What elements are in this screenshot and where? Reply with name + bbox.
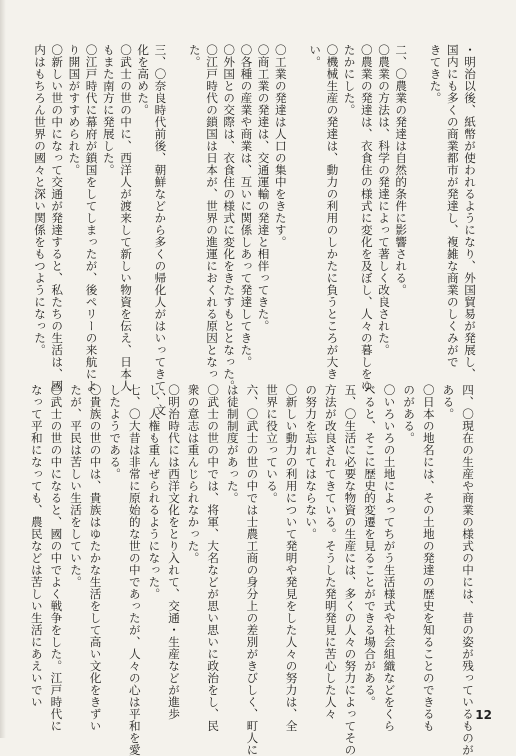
bottom-text-column: 〇新しい動力の利用について発明や発見をした人々の努力は、全 [284, 384, 299, 732]
top-text-column: ・明治以後、紙幣が使われるようになり、外国貿易が発展し、 [463, 44, 477, 380]
top-text-column: 内はもちろん世界の國々と深い関係をもつようになった。 [33, 44, 47, 356]
bottom-text-column: は徒制制度があった。 [225, 384, 240, 504]
bottom-text-column: 六、〇武士の世の中では士農工商の身分上の差別がきびしく、町人に [245, 384, 260, 756]
bottom-text-column: 〇いろいろの土地によってちがう生活様式や社会組織などをくら [382, 384, 397, 732]
bottom-text-column: 〇武士の世の中では、将軍、大名などが思い思いに政治をし、民 [206, 384, 221, 732]
bottom-text-column: のがある。 [402, 384, 417, 444]
bottom-text-column: 〇日本の地名には、その土地の発達の歴史を知ることのできるも [421, 384, 436, 732]
bottom-text-column: べると、そこに歴史的変遷を見ることができる場合がある。 [363, 384, 377, 708]
bottom-text-column: 方法が改良されてきている。そうした発明発見に苦心した人々 [323, 384, 338, 720]
bottom-text-column: ある。 [441, 384, 456, 420]
top-text-column: 〇各種の産業や商業は、互いに関係しあって発達してきた。 [239, 44, 254, 368]
top-text-column: もまた南方に発展した。 [101, 44, 116, 176]
bottom-text-column: たが、平民は苦しい生活をしていた。 [69, 384, 83, 588]
top-text-column: た。 [187, 44, 202, 68]
top-text-column: 〇外国との交際は、衣食住の様式に変化をきたすもととなった。 [222, 44, 237, 392]
top-text-column: 化を高めた。 [136, 44, 151, 116]
top-text-column: 三、〇奈良時代前後、朝鮮などから多くの帰化人がはいってきて、文 [153, 44, 168, 416]
bottom-text-column: 世界に役立っている。 [265, 384, 279, 504]
top-text-column: 二、〇農業の発達は自然的条件に影響される。 [394, 44, 409, 296]
top-text-column: たかにした。 [342, 44, 357, 116]
bottom-text-column: 四、〇現在の生産や商業の様式の中には、昔の姿が残っているものが [461, 384, 475, 756]
bottom-text-column: したようである。 [108, 384, 123, 480]
top-text-column: 〇工業の発達は人口の集中をきたす。 [273, 44, 288, 248]
top-text-column: 〇農業の発達は、衣食住の様式に変化を及ぼし、人々の暮しをゆ [359, 44, 374, 392]
top-text-column: 国内にも多くの商業都市が発達し、複雑な商業のしくみがで [445, 44, 460, 368]
bottom-text-column: し、人権も重んぜられるようになった。 [147, 384, 162, 600]
top-text-column: 〇江戸時代の鎖国は日本が、世界の進運におくれる原因となっ [205, 44, 219, 380]
top-text-column: 〇機械生産の発達は、動力の利用のしかたに負うところが大き [325, 44, 340, 380]
top-text-column: きてきた。 [428, 44, 443, 104]
bottom-text-column: 衆の意志は重んじられなかった。 [186, 384, 201, 564]
top-text-column: 〇商工業の発達は、交通運輸の発達と相伴ってきた。 [256, 44, 271, 332]
bottom-text-column: 〇貴族の世の中は、貴族はゆたかな生活をして高い文化をきずい [88, 384, 103, 732]
bottom-text-column: なって平和になっても、農民などは苦しい生活にあえいでい [29, 384, 44, 708]
top-text-column: 〇新しい世の中になって交通が発達すると、私たちの生活は、國 [50, 44, 65, 392]
top-text-column: い。 [308, 44, 323, 68]
bottom-text-column: の努力を忘れてはならない。 [304, 384, 319, 540]
top-text-column: り開国がすすめられた。 [67, 44, 82, 176]
top-text-column: 〇江戸時代に幕府が鎖国をしてしまったが、後ペリーの来航によ [84, 44, 99, 392]
top-text-column: 〇農業の方法は、科学の発達によって著しく改良された。 [377, 44, 391, 356]
bottom-text-column: 〇明治時代には西洋文化をとり入れて、交通・生産などが進歩 [167, 384, 181, 720]
page-number: 12 [475, 708, 492, 722]
bottom-text-column: 〇武士の世の中になると、國の中でよく戦争をした。江戸時代に [49, 384, 64, 732]
scan-edge-shadow [0, 0, 6, 738]
top-text-column: 〇武士の世の中に、西洋人が渡来して新しい物資を伝え、日本人 [119, 44, 133, 392]
bottom-text-column: 五、〇生活に必要な物資の生産には、多くの人々の努力によってその [343, 384, 358, 756]
bottom-text-column: 七、〇大昔は非常に原始的な世の中であったが、人々の心は平和を愛 [127, 384, 142, 756]
